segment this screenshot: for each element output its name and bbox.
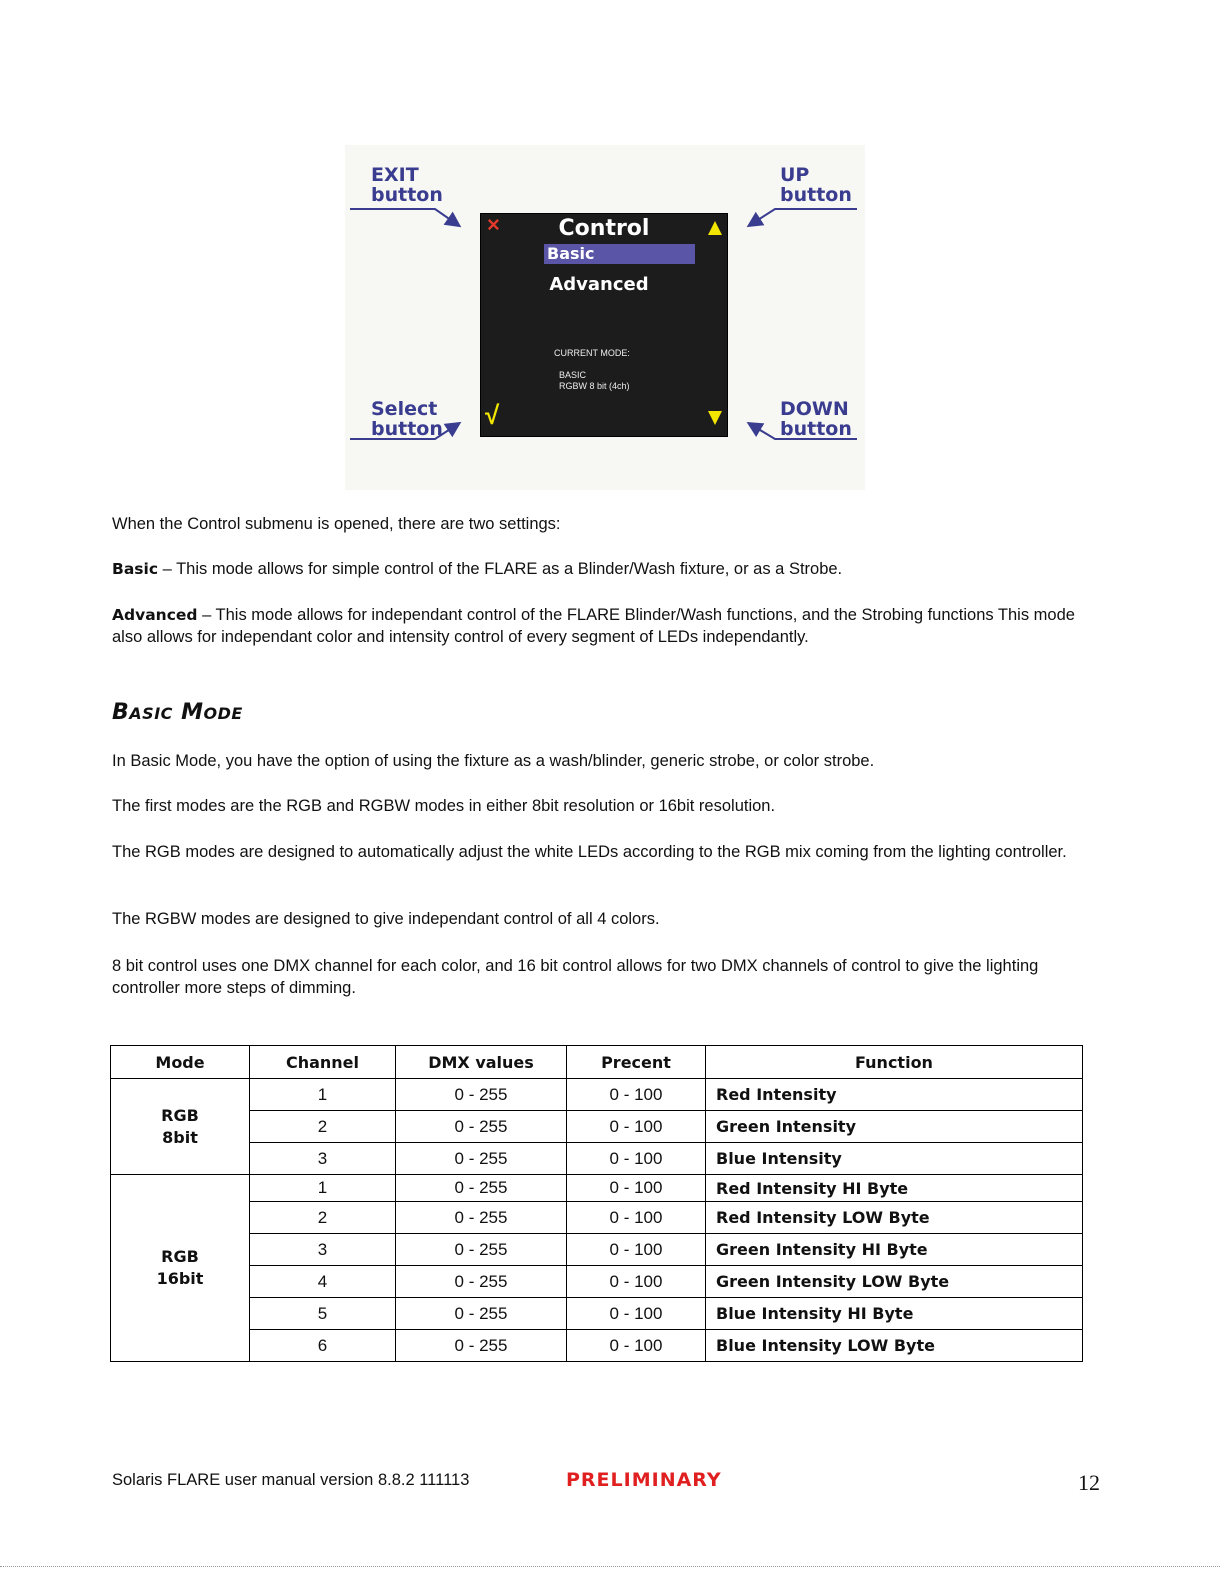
dmx-cell: 0 - 255 [396, 1330, 567, 1362]
select-arrow [350, 424, 458, 439]
exit-x-icon[interactable]: × [487, 212, 500, 237]
table-row [111, 1175, 1083, 1202]
table-header-row [111, 1046, 1083, 1079]
function-cell: Green Intensity [706, 1111, 1083, 1143]
percent-cell: 0 - 100 [567, 1330, 706, 1362]
channel-cell: 2 [250, 1202, 396, 1234]
down-triangle-icon[interactable] [707, 410, 723, 426]
down-callout-sub: button [780, 418, 852, 440]
advanced-desc: – This mode allows for independant control of the FLARE Blinder/Wash functions, and the Strobing functions This mode also allows for independant color and intensity control of every segment of LEDs independantly. [112, 606, 1075, 646]
exit-callout-sub: button [371, 184, 443, 206]
intro-text: When the Control submenu is opened, there are two settings: [112, 515, 561, 533]
up-callout-sub: button [780, 184, 852, 206]
bottom-dotted-rule [0, 1566, 1220, 1567]
percent-cell: 0 - 100 [567, 1111, 706, 1143]
dmx-cell: 0 - 255 [396, 1111, 567, 1143]
down-callout-title: DOWN [780, 398, 849, 420]
basic-term: Basic [112, 560, 159, 578]
percent-cell: 0 - 100 [567, 1175, 706, 1202]
dmx-cell: 0 - 255 [396, 1079, 567, 1111]
footer-text: Solaris FLARE user manual version 8.8.2 111113 [112, 1471, 470, 1489]
basic-desc: – This mode allows for simple control of the FLARE as a Blinder/Wash fixture, or as a Strobe. [158, 560, 843, 578]
percent-cell: 0 - 100 [567, 1079, 706, 1111]
function-cell: Blue Intensity [706, 1143, 1083, 1175]
table-row [111, 1079, 1083, 1111]
col-function: Function [706, 1046, 1083, 1079]
function-cell: Red Intensity [706, 1079, 1083, 1111]
paragraph-8bit-16bit: 8 bit control uses one DMX channel for each color, and 16 bit control allows for two DMX channels of control to give the lighting controller more steps of dimming. [112, 957, 1039, 997]
section-heading: BASIC MODE [112, 700, 243, 725]
channel-cell: 1 [250, 1079, 396, 1111]
table-row [111, 1330, 1083, 1362]
device-screen [480, 213, 728, 437]
dmx-cell: 0 - 255 [396, 1202, 567, 1234]
dmx-cell: 0 - 255 [396, 1298, 567, 1330]
page-number: 12 [1078, 1470, 1100, 1495]
paragraph-basic-mode: In Basic Mode, you have the option of using the fixture as a wash/blinder, generic strobe, or color strobe. [112, 752, 875, 770]
function-cell: Blue Intensity LOW Byte [706, 1330, 1083, 1362]
paragraph-first-modes: The first modes are the RGB and RGBW modes in either 8bit resolution or 16bit resolution. [112, 797, 776, 815]
dmx-cell: 0 - 255 [396, 1175, 567, 1202]
select-check-icon[interactable]: √ [485, 400, 500, 430]
table-row [111, 1202, 1083, 1234]
col-dmx: DMX values [396, 1046, 567, 1079]
advanced-term: Advanced [112, 606, 198, 624]
current-mode-label: CURRENT MODE: [554, 348, 630, 358]
up-callout-title: UP [780, 164, 810, 186]
col-channel: Channel [250, 1046, 396, 1079]
function-cell: Red Intensity LOW Byte [706, 1202, 1083, 1234]
col-mode: Mode [111, 1046, 250, 1079]
paragraph-rgb-modes: The RGB modes are designed to automatically adjust the white LEDs according to the RGB mix coming from the lighting controller. [112, 843, 1067, 861]
channel-table [110, 1045, 1083, 1362]
channel-cell: 2 [250, 1111, 396, 1143]
table-row [111, 1234, 1083, 1266]
current-mode-line1: BASIC [559, 370, 587, 380]
mode-rgb-8bit: RGB 8bit [111, 1079, 250, 1175]
down-arrow [750, 424, 857, 439]
channel-cell: 5 [250, 1298, 396, 1330]
paragraph-rgbw-modes: The RGBW modes are designed to give independant control of all 4 colors. [112, 910, 660, 928]
percent-cell: 0 - 100 [567, 1202, 706, 1234]
current-mode-line2: RGBW 8 bit (4ch) [559, 381, 630, 391]
table-row [111, 1298, 1083, 1330]
dmx-cell: 0 - 255 [396, 1143, 567, 1175]
exit-callout-title: EXIT [371, 164, 419, 186]
advanced-paragraph [112, 604, 1102, 648]
percent-cell: 0 - 100 [567, 1266, 706, 1298]
dmx-cell: 0 - 255 [396, 1234, 567, 1266]
table-row [111, 1266, 1083, 1298]
channel-cell: 6 [250, 1330, 396, 1362]
control-menu-figure [345, 145, 865, 490]
up-arrow [750, 209, 857, 225]
table-row [111, 1143, 1083, 1175]
function-cell: Red Intensity HI Byte [706, 1175, 1083, 1202]
menu-item-basic[interactable]: Basic [544, 244, 695, 264]
mode-rgb-16bit: RGB 16bit [111, 1175, 250, 1362]
table-row [111, 1111, 1083, 1143]
percent-cell: 0 - 100 [567, 1143, 706, 1175]
function-cell: Green Intensity LOW Byte [706, 1266, 1083, 1298]
menu-item-advanced[interactable]: Advanced [549, 274, 649, 295]
dmx-cell: 0 - 255 [396, 1266, 567, 1298]
device-title: Control [558, 216, 650, 241]
function-cell: Blue Intensity HI Byte [706, 1298, 1083, 1330]
col-percent: Precent [567, 1046, 706, 1079]
basic-paragraph [112, 558, 1102, 580]
channel-cell: 1 [250, 1175, 396, 1202]
select-callout-title: Select [371, 398, 438, 420]
percent-cell: 0 - 100 [567, 1234, 706, 1266]
select-callout-sub: button [371, 418, 443, 440]
preliminary-label: PRELIMINARY [566, 1469, 722, 1491]
exit-arrow [350, 209, 458, 225]
channel-cell: 4 [250, 1266, 396, 1298]
percent-cell: 0 - 100 [567, 1298, 706, 1330]
channel-cell: 3 [250, 1143, 396, 1175]
channel-cell: 3 [250, 1234, 396, 1266]
function-cell: Green Intensity HI Byte [706, 1234, 1083, 1266]
